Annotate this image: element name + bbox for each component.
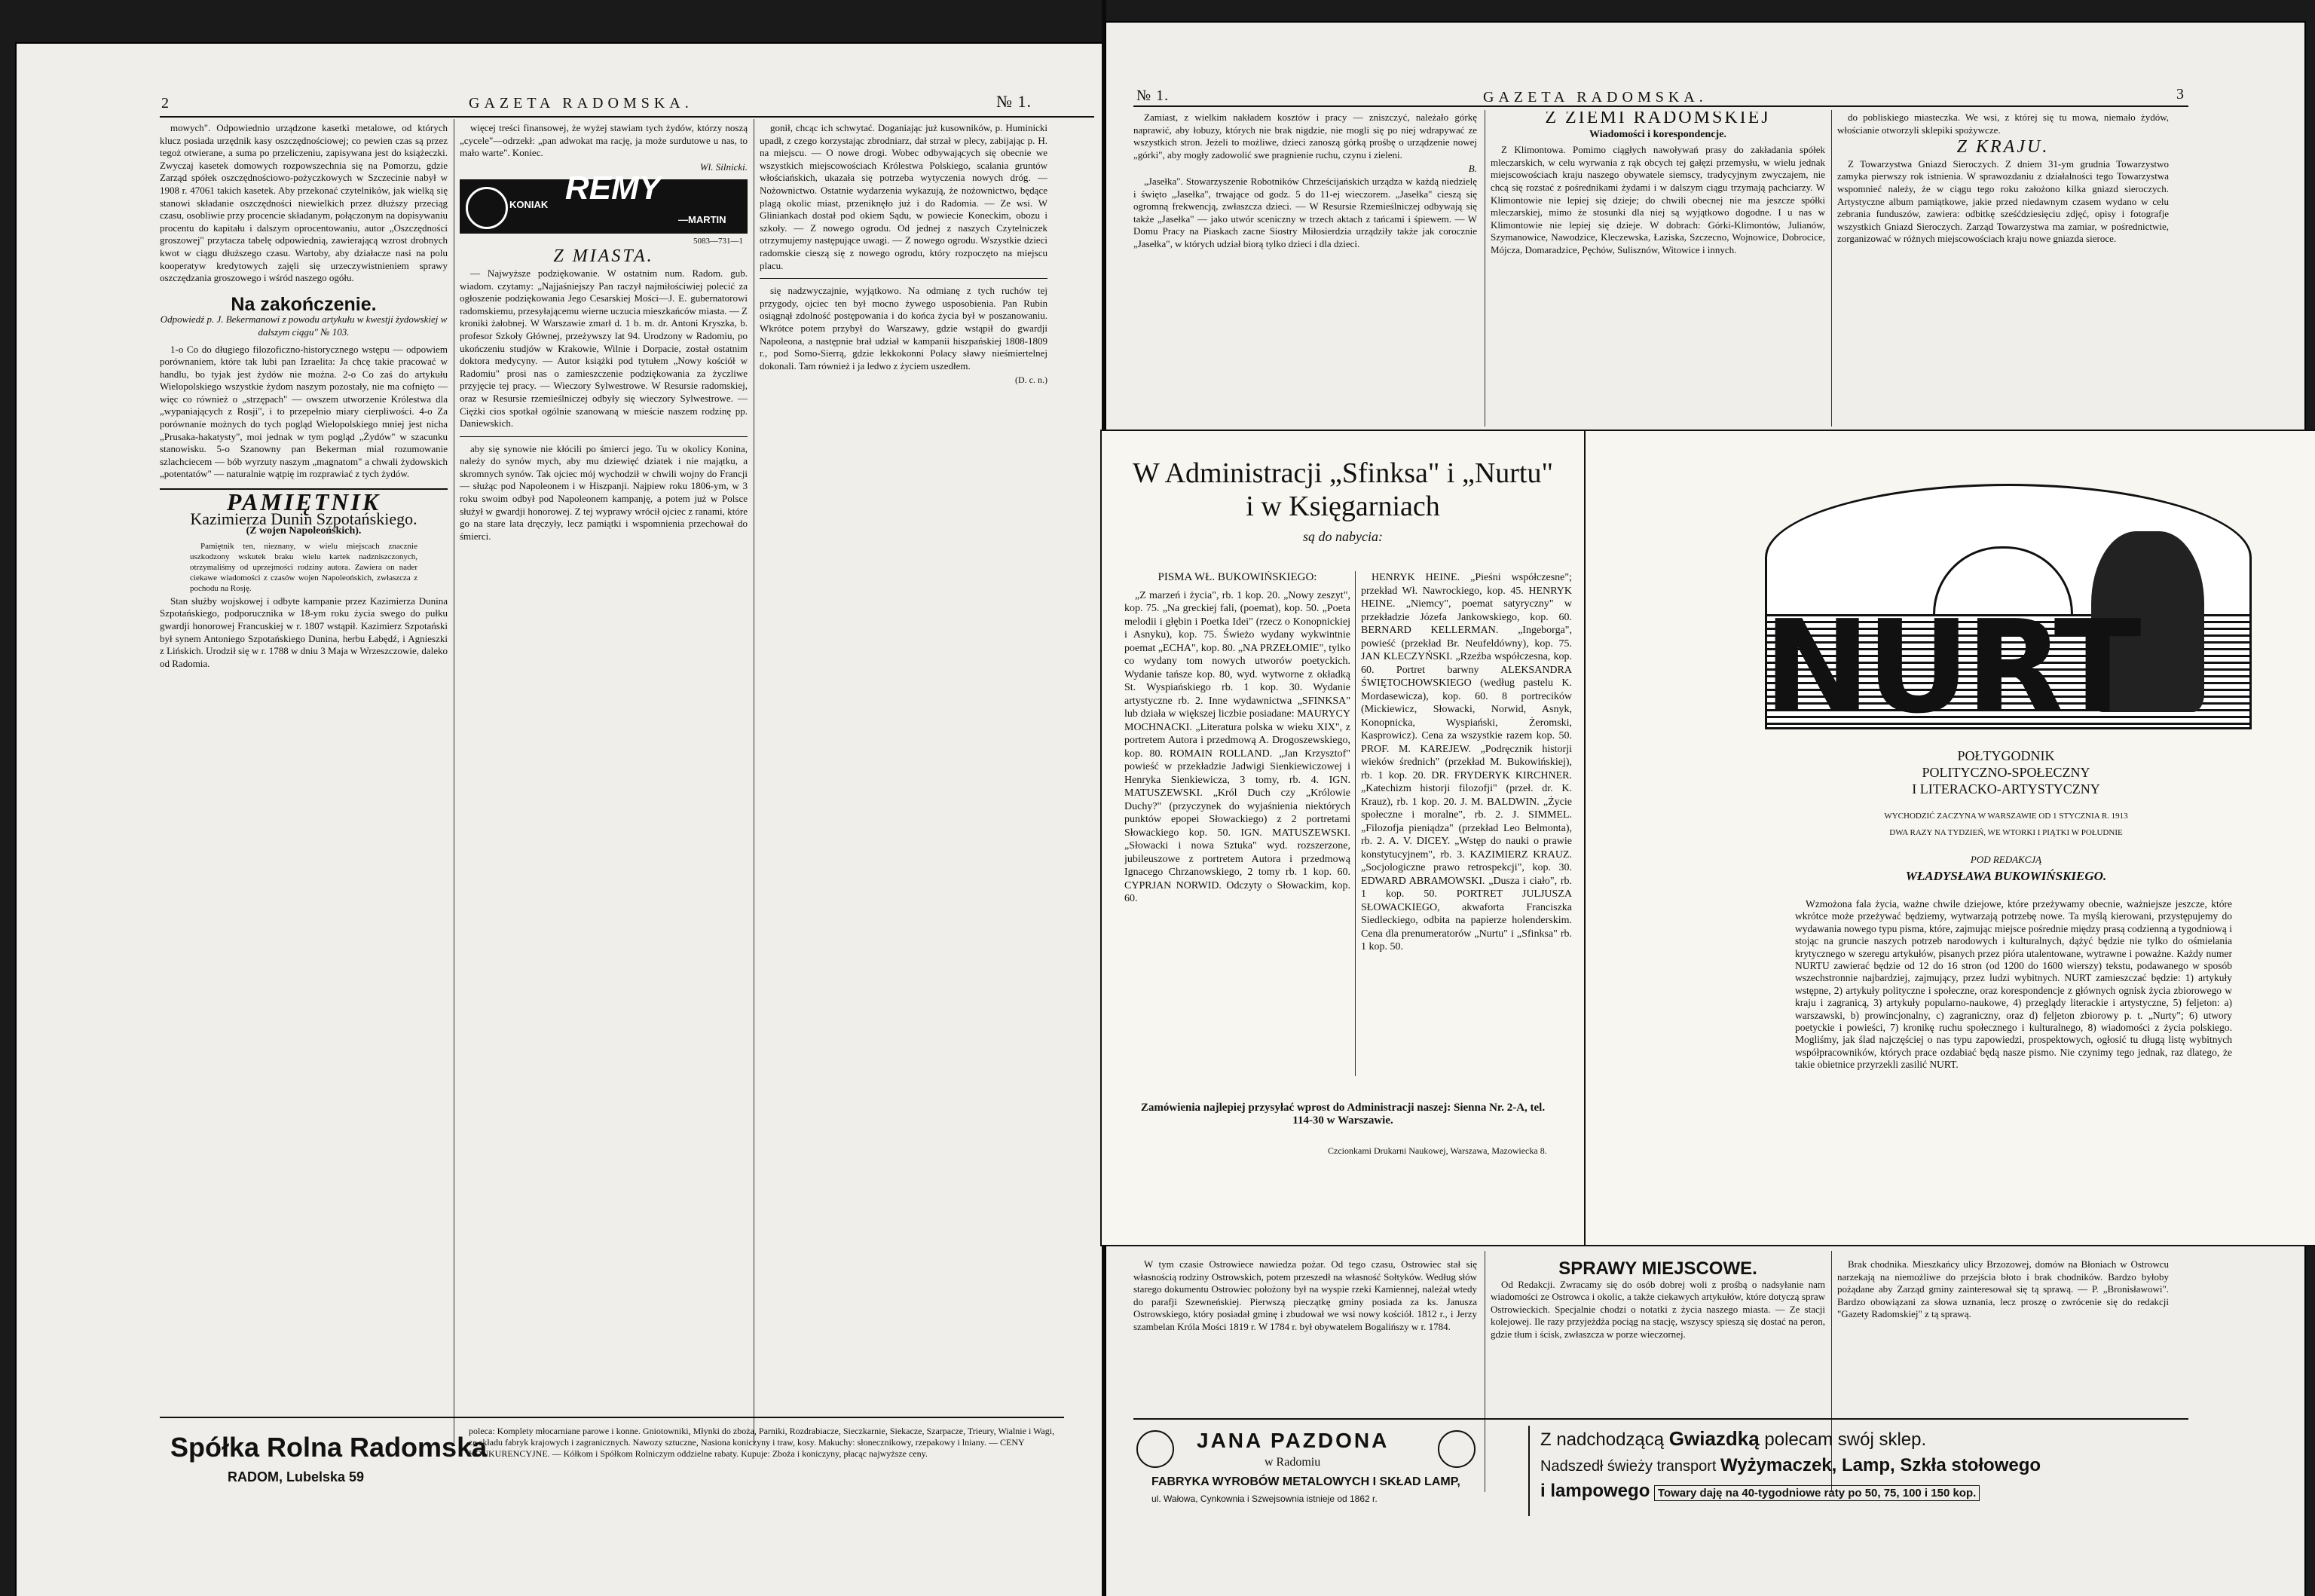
bottom-column-1 bbox=[1133, 1258, 1477, 1417]
z-kraju-title: Z KRAJU. bbox=[1956, 137, 2050, 157]
pamietnik-author: Kazimierza Dunin Szpotańskiego. bbox=[190, 509, 417, 528]
article-text: Z Towarzystwa Gniazd Sieroczych. Z dniem 31-ym grudnia Towarzystwo zamyka pierwszy rok istnienia. W sprawozdaniu z działalności tego Towarzystwa wspomnieć należy, że w ciągu tego roku założono kilka gniazd sieroczych. Artystyczne album pamiątkowe, jakie przed niedawnym czasem wydano w celu zebrania funduszów, zawiera: odbitkę sześćdziesięciu zdjęć, opisy i fotografje wszystkich Gniazd Sieroczych. Zarząd Towarzystwa ma zamiar, w pośrednictwie, zorganizować w różnych miejscowościach kraju nowe gniazda sieroce. bbox=[1837, 157, 2169, 245]
pazdona-line: FABRYKA WYROBÓW METALOWYCH I SKŁAD LAMP, bbox=[1151, 1475, 1460, 1488]
sfinks-nurt-insert bbox=[1100, 430, 2315, 1246]
sfinks-list-left bbox=[1124, 571, 1350, 1084]
article-text: 1-o Co do długiego filozoficzno-historycznego wstępu — odpowiem porównaniem, które tak lubi pan Izraelita: Ja chcę takie pracować w handlu, bo tyjak jest żydów nie można. 2-o Co zaś do artykułu Wielopolskiego wszystkie żydom naszym pozostały, nie ma cofnięto — więc co również o „strzępach" — owszem utworzenie Królestwa dla „wypaniających z Rosji", i to przepełnio miary cierpliwości. 4-o Za porównanie możnych do tych pogląd Wielopolskiego mniej jest nicha „Prusaka-hakatysty", moi jednak w tym pogląd „Żydów" w szacunku stanowisku. 5-o Szanowny pan Bekerman mial rozumowanie szlachciecem — bób wyrzuty naszym „magnatom" a chwali żydowskich „potentatów" — naturalnie wątpię im rozprawiać z tych żydów. bbox=[160, 343, 448, 480]
z-ziemi-title: Z ZIEMI RADOMSKIEJ bbox=[1545, 112, 1771, 127]
gwiazdka-ad bbox=[1528, 1426, 2181, 1516]
right-column-2 bbox=[1491, 112, 1825, 428]
pazdona-address: ul. Wałowa, Cynkownia i Szwejsownia istnieje od 1862 r. bbox=[1151, 1494, 1378, 1504]
printer-note: Czcionkami Drukarni Naukowej, Warszawa, Mazowiecka 8. bbox=[1328, 1145, 1547, 1156]
left-page bbox=[17, 44, 1102, 1596]
sfinks-order: Zamówienia najlepiej przysyłać wprost do Administracji naszej: Sienna Nr. 2-A, tel. 114-30 w Warszawie. bbox=[1140, 1102, 1546, 1127]
z-miasta-title: Z MIASTA. bbox=[553, 246, 654, 267]
signature: B. bbox=[1468, 163, 1477, 175]
remy-martin-ad bbox=[460, 170, 748, 246]
article-text: Wzmożona fala życia, ważne chwile dziejowe, które przeżywamy obecnie, ważniejsze jeszcze, które wkrótce może przeżywać będziemy, wytwarzają potrzebę nowe. Ta myślą kierowani, przystępujemy do wydawania nowego typu pisma, które, zajmując miejsce pośrednie między prasą codzienną a tygodniową i stojąc na gruncie naszych potrzeb narodowych i kulturalnych, dążyć będzie nie tylko do ośmielania krytycznego w szeregu artykułów, pisanych przez pióra utalentowane, wytrawne i poważne. Każdy numer NURTU zawierać będzie od 12 do 16 stron (od 1200 do 1600 wierszy) tekstu, podawanego w sposób wszechstronnie najbardziej, zajmujący, przez ludzi wybitnych. NURT zamieszczać będzie: 1) artykuły wstępne, 2) artykuły polityczne i społeczne, oraz korespondencje z głównych ognisk życia zbiorowego w kraju i zagranicą, 3) artykuły popularno-naukowe, 4) przeglądy literackie i artystyczne, 5) feljeton: a) warszawski, b) prowincjonalny, c) zagraniczny, oraz d) feljeton zbiorowy p. t. „Nurty"; 6) utwory poetyckie i powieści, 7) kronikę ruchu społecznego i kulturalnego, 8) wiadomości z życia polskiego. Mogliśmy, jak ślad najczęściej o nas typu zapowiedzi, prospektowych, ogłosić tu długą listę wybitnych współpracowników, których prace ozdabiać będą nasze pismo. Nie czynimy tego jednak, raz dlatego, że takie obietnice przyrzekli zasilić NURT. bbox=[1795, 898, 2232, 1071]
gwiazdka-word: Gwiazdką bbox=[1668, 1427, 1760, 1450]
article-text: do pobliskiego miasteczka. We wsi, z której się tu mowa, niemało żydów, włościanie otworzyli sklepiki spożywcze. bbox=[1837, 112, 2169, 136]
header-rule bbox=[160, 116, 1094, 118]
pamietnik-title: PAMIĘTNIK bbox=[226, 488, 381, 516]
centaur-logo-icon bbox=[466, 187, 508, 229]
gwiazdka-items: i lampowego bbox=[1540, 1481, 1650, 1501]
remy-name: REMY bbox=[565, 170, 662, 207]
sfinks-heading-1: W Administracji „Sfinksa" i „Nurtu" bbox=[1132, 457, 1553, 489]
bottom-column-2 bbox=[1491, 1258, 1825, 1417]
spolka-offer: poleca: Komplety młocarniane parowe i konne. Gniotowniki, Młynki do zboża, Parniki, Rozdrabiacze, Sieczkarnie, Siekacze, Szarpacze, Trieury, Wialnie i Wagi, ze składu fabryk krajowych i zagranicznych. Nawozy sztuczne, Nasiona koniczyny i traw, kosy. Makuchy: słonecznikowy, rzepakowy i lniany. — CENY KONKURENCYJNE. — Kółkom i Spółkom Rolniczym oddzielne rabaty. Kupuje: Zboża i koniczyny, płacąc najwyższe ceny. bbox=[469, 1426, 1055, 1459]
issue-number-left: № 1. bbox=[996, 92, 1032, 111]
article-text: więcej treści finansowej, że wyżej stawiam tych żydów, którzy noszą „cycele"—odrzekł: „pan adwokat ma rację, ja może surdutowe u nas, to mało warte". Koniec. bbox=[460, 122, 748, 159]
masthead-left: GAZETA RADOMSKA. bbox=[469, 95, 693, 112]
article-text: się nadzwyczajnie, wyjątkowo. Na odmianę z tych ruchów tej przygody, ojciec ten był mocno żywego usposobienia. Pan Rubin osiągnął zdolność postępowania i do końca życia był w poszanowaniu. Wkrótce potem przybył do Warszawy, gdzie wstąpił do gwardji Napoleona, a następnie brał udział w kampanii hiszpańskiej 1808-1809 r., pod Somo-Sierrą, gdzie lekkokonni Polacy sławy nieśmiertelnej dokonali. Tam również i ja ledwo z życiem uszedłem. bbox=[760, 285, 1047, 371]
medal-icon bbox=[1438, 1430, 1476, 1468]
z-ziemi-subtitle: Wiadomości i korespondencje. bbox=[1589, 128, 1726, 140]
na-zakonczenie-subtitle: Odpowiedź p. J. Bekermanowi z powodu artykułu w kwestji żydowskiej w dalszym ciągu" № 103. bbox=[160, 313, 448, 338]
signature: Wl. Silnicki. bbox=[699, 161, 748, 173]
gwiazdka-items: Wyżymaczek, Lamp, Szkła stołowego bbox=[1720, 1455, 2041, 1475]
article-text: Brak chodnika. Mieszkańcy ulicy Brzozowej, domów na Błoniach w Ostrowcu narzekają na niemożliwe do przejścia błoto i brak chodników. Bardzo byłoby pożądane aby Zarząd gminy zainteresował się tą sprawą. — P. „Bronisławowi". Bardzo obowiązani za słowa uznania, lecz proszę o zwrócenie się do redakcji "Gazety Radomskiej" z tą sprawą. bbox=[1837, 1258, 2169, 1320]
nurt-description: POLITYCZNO-SPOŁECZNY bbox=[1922, 765, 2090, 780]
pamietnik-intro: Pamiętnik ten, nieznany, w wielu miejscach znacznie uszkodzony wskutek braku wielu kartek nadzniszczonych, otrzymaliśmy od uprzejmości rodziny autora. Zawiera on nader ciekawe wiadomości z czasów wojen Napoleońskich, zwłaszcza z pochodu na Rosję. bbox=[190, 541, 417, 593]
pazdona-city: w Radomiu bbox=[1265, 1456, 1321, 1469]
spolka-address: RADOM, Lubelska 59 bbox=[228, 1469, 365, 1484]
continued-note: (D. c. n.) bbox=[1015, 375, 1047, 386]
right-column-3 bbox=[1837, 112, 2169, 428]
sfinks-heading-2: i w Księgarniach bbox=[1246, 491, 1440, 522]
article-text: aby się synowie nie kłócili po śmierci jego. Tu w okolicy Konina, należy do synów mych, aby mu dziewięć dziatek i nie majątku, a skromnych synów. Tak ojciec mój wychodził w chwili wojny do Francji — służąc pod Napoleonem i w Hiszpanji. Najpiew roku 1806-ym, w 3 roku swoim odbył pod Napoleonem kampanję, a potem już w Polsce służył w gwardji honorowej. Z tej wyprawy wrócił ojciec z ranami, które go na stare lata dręczyły, lecz pamiątki i wspomnienia przechował do śmierci. bbox=[460, 442, 748, 542]
masthead-right: GAZETA RADOMSKA. bbox=[1483, 89, 1708, 105]
gwiazdka-text: polecam swój sklep. bbox=[1764, 1429, 1927, 1450]
article-text: Zamiast, z wielkim nakładem kosztów i pracy — zniszczyć, należało górkę naprawić, aby łobuzy, których nie brak nigdzie, nie mogli się po niej wdrapywać ze wszystkich stron. Jeżeli to możliwe, dzieci zanoszą górką prośbę o urządzenie nowej „górki", aby mogły zadowolić swe pragnienie ruchu, czynu i zieleni. bbox=[1133, 112, 1477, 161]
gwiazdka-text: Nadszedł świeży transport bbox=[1540, 1458, 1717, 1475]
article-text: gonił, chcąc ich schwytać. Doganiając już kusowników, p. Huminicki upadł, z czego korzystając zbrodniarz, dał strzał w plecy, zabijając p. H. na miejscu. — O nowe drogi. Wobec odbywających się obecnie we wszystkich miejscowościach Królestwa Polskiego, scalania gruntów włościańskich, ukazała się potrzeba wytyczenia nowych dróg. — Nożownictwo. Ostatnie wydarzenia wykazują, że nożownictwo, będące plagą okolic miast, przeniknęło już i do Radomia. — Ze wsi. W Gliniankach dostał pod okiem Sądu, w powiecie Koneckim, obozu i szkoły. — Z nowego ogrodu. Od jednej z naszych Czytelniczek otrzymujemy następujące uwagi. — Z nowego ogrodu. Wszystkie dzieci radomskie cieszą się z nowego ogrodu, który rozpoczęto na miejscu placu. bbox=[760, 122, 1047, 271]
sprawy-title: SPRAWY MIEJSCOWE. bbox=[1558, 1258, 1757, 1279]
left-column-2 bbox=[460, 122, 748, 1448]
remy-tagline: —MARTIN bbox=[678, 214, 726, 226]
nurt-description: POŁTYGODNIK bbox=[1957, 748, 2055, 763]
sfinks-ad bbox=[1102, 431, 1586, 1245]
sfinks-list-right bbox=[1361, 571, 1572, 1084]
medal-icon bbox=[1136, 1430, 1174, 1468]
article-text: mowych". Odpowiednio urządzone kasetki metalowe, od których klucz posiada urzędnik kasy oszczędnościowej; co pewien czas są przez tegoż otwierane, a suma po przeliczeniu, zapisywana jest do książeczki. Zwyczaj kasetek domowych rozpowszechnia się na Pomorzu, gdzie Zarząd spółek oszczędnościowo-pożyczkowych w Szczecinie nabył w 1908 r. 47061 takich kasetek. Aby przekonać czytelników, jak wielką się stanowi składanie oszczędności niewielkich przez dłuższy przeciąg czasu, osobliwie przy procencie składanym, połączonym na dopisywaniu procentu do kapitału i dalszym oprocentowaniu, autor „Oszczędności groszowej" przytacza tabelę odpowiednią, zawierającą wzrost drobnych kwot w ciągu dłuższego czasu. Wartoby, aby działacze nasi na polu kooperatyw kredytowych zajęli się urzeczywistnieniem sprawy oszczędzania groszowego i wśród naszego ogółu. bbox=[160, 122, 448, 284]
article-text: Od Redakcji. Zwracamy się do osób dobrej woli z prośbą o nadsyłanie nam wiadomości ze Ostrowca i okolic, a także ciekawych artykułów, które dotyczą spraw Ostrowieckich. Specjalnie chodzi o notatki z życia naszego miasta. — Ze stacji kolejowej. Ile razy przyjeżdża pociąg na stację, wszyscy spieszą się dostać na peron, gdzie tłum i ścisk, zwłaszcza w porze wieczornej. bbox=[1491, 1278, 1825, 1340]
bottom-column-3 bbox=[1837, 1258, 2169, 1417]
header-rule bbox=[1133, 105, 2188, 107]
article-text: W tym czasie Ostrowiece nawiedza pożar. Od tego czasu, Ostrowiec stał się własnością rodziny Ostrowskich, potem przeszedł na własność Sołtyków. Według słów starego dokumentu Ostrowiec położony był na wyspie rzeki Kamiennej, należał wtedy do parafji Szewneńskiej. Pierwszą pieczątkę gminy posiada za ks. Janusza Ostrowskiego, który posiadał gminę i zbudował we wsi nowy kościół. 1812 r., i Jerzy szambelan Króla Mości 1819 r. W 1784 r. był obywatelem Bogalińszy w r. 1784. bbox=[1133, 1258, 1477, 1332]
nurt-logo: NURT bbox=[1763, 593, 2137, 742]
nurt-editor: WŁADYSŁAWA BUKOWIŃSKIEGO. bbox=[1905, 869, 2107, 883]
article-text: Z Klimontowa. Pomimo ciągłych nawoływań prasy do zakładania spółek mleczarskich, w celu wyrwania z rąk obcych tej gałęzi przemysłu, w wielu jednak miejscowościach kraju naszego obywatele siemscy, tradycyjnym zwyczajem, nie chcą się rozstać z pośrednikami żydami i w dalszym ciągu trzymają pachciarzy. W Klimontowie nie lepiej się dzieje; do chwili obecnej nie ma jeszcze spółki mleczarskiej, mimo że stosunki dla niej są wyjątkowo dogodne. I u nas w Klimontowie nie lepiej się dzieje. W dobrach: Górki-Klimontów, Julianów, Szymanowice, Nawodzice, Kleczewska, Łaziska, Szczecno, Wojnowice, Dobrocice, Mójcza, Domaradzice, Pęchów, Sulisznów, Witowice i innych. bbox=[1491, 144, 1825, 255]
sfinks-heading-3: są do nabycia: bbox=[1303, 529, 1383, 544]
left-column-3 bbox=[760, 122, 1047, 1448]
nurt-editor-label: POD REDAKCJĄ bbox=[1970, 854, 2042, 865]
pamietnik-subtitle: (Z wojen Napoleońskich). bbox=[246, 525, 362, 537]
article-text: Stan służby wojskowej i odbyte kampanie przez Kazimierza Dunina Szpotańskiego, podporucznika w 18-ym roku życia swego do pułku gwardji honorowej Francuskiej w r. 1807 wstąpił. Kazimierz Szpotański był synem Antoniego Szpotańskiego Dunina, herbu Łabędź, i Agnieszki z Lińskich. Urodził się w r. 1788 w dniu 3 Maja w Wrzeszczowie, daleko od Radomia. bbox=[160, 595, 448, 669]
nurt-issue-date: WYCHODZIĆ ZACZYNA W WARSZAWIE OD 1 STYCZNIA R. 1913 bbox=[1884, 812, 2128, 821]
nurt-prospectus bbox=[1795, 898, 2232, 1207]
page-number-left: 2 bbox=[161, 95, 169, 112]
page-number-right: 3 bbox=[2176, 86, 2184, 102]
column-divider bbox=[1355, 571, 1356, 1076]
left-column-1 bbox=[160, 122, 448, 1448]
ad-rule bbox=[1133, 1418, 2188, 1420]
article-text: „Jasełka". Stowarzyszenie Robotników Chrześcijańskich urządza w każdą niedzielę i święto „Jasełka", trwające od godz. 5 do 11-ej wieczorem. „Jasełka" cieszą się ogromną frekwencją, zwłaszcza dzieci. — W Resursie Rzemieślniczej odbywają się także „Jasełka" — jako utwór sceniczny w trzech aktach z tańcami i śpiewem. — W Domu Pracy na Piaskach zacne Siostry Miłosierdzia urządziły także jak corocznie „Jasełka", w których udział biorą tylko dzieci i dla dzieci. bbox=[1133, 175, 1477, 249]
spolka-rolna-ad bbox=[160, 1417, 1064, 1491]
gwiazdka-text: Z nadchodzącą bbox=[1540, 1429, 1665, 1450]
pazdona-ad bbox=[1136, 1426, 1513, 1516]
remy-brand: KONIAK bbox=[509, 199, 549, 211]
issue-number-right: № 1. bbox=[1136, 87, 1170, 104]
gwiazdka-terms: Towary daję na 40-tygodniowe raty po 50, 75, 100 i 150 kop. bbox=[1654, 1485, 1980, 1501]
right-column-1 bbox=[1133, 112, 1477, 428]
nurt-description: I LITERACKO-ARTYSTYCZNY bbox=[1912, 781, 2100, 796]
sfinks-subheading: PISMA WŁ. BUKOWIŃSKIEGO: bbox=[1158, 571, 1317, 583]
ad-code: 5083—731—1 bbox=[693, 237, 743, 246]
article-text: — Najwyższe podziękowanie. W ostatnim num. Radom. gub. wiadom. czytamy: „Najjaśniejszy Pan raczył najmiłościwiej polecić za ogłoszenie podziękowania Jego Cesarskiej Mości—J. E. gubernatorowi radomskiemu, przesyłającemu wierne uczucia mieszkańców miasta. — Z kroniki żałobnej. W Warszawie zmarł d. 1 b. m. dr. Antoni Kryszka, b. profesor Szkoły Głównej, przeżywszy lat 94. Urodzony w Radomiu, po ukończeniu studjów w Krakowie, Wilnie i Dorpacie, został ostatnim doktora medycyny. — Autor książki pod tytułem „Nowy kościół w Radomiu" prosi nas o zamieszczenie podziękowania za życzliwe przyjęcie tej pracy. — Wieczory Sylwestrowe. W Resursie radomskiej, oraz w Resursie rzemieślniczej odbyły się wieczory Sylwestrowe. — Ciężki cios spotkał ogólnie szanowaną w mieście naszem rodzinę pp. Daniewskich. bbox=[460, 267, 748, 430]
nurt-frequency: DWA RAZY NA TYDZIEŃ, WE WTORKI I PIĄTKI W POŁUDNIE bbox=[1889, 828, 2123, 837]
book-list: „Z marzeń i życia", rb. 1 kop. 20. „Nowy zeszyt", kop. 75. „Na greckiej fali, (poemat), kop. 50. „Poeta melodii i głębin i Poetka Idei" (rzecz o Konopnickiej i Asnyku), kop. 75. Świeżo wydany wykwintnie poemat „ECHA", kop. 80. „NA PRZEŁOMIE", tylko co wydany tom nowych utworów poetyckich. Wydanie tańsze kop. 80, wyd. wytworne z okładką St. Wyspiańskiego rb. 1 kop. 30. Wydanie artystyczne rb. 2. Inne wydawnictwa „SFINKSA" lub działa w większej liczbie posiadane: MAURYCY MOCHNACKI. „Literatura polska w wieku XIX", z portretem Autora i przedmową A. Drogoszewskiego, kop. 80. ROMAIN ROLLAND. „Jan Krzysztof" powieść w przekładzie Jadwigi Sienkiewiczowej i Henryka Sienkiewicza, 3 tomy, rb. 4. IGN. MATUSZEWSKI. „Król Duch czy „Królowie Duchy?" (przyczynek do wyjaśnienia niektórych punktów epopei Słowackiego) z 2 portretami Słowackiego kop. 50. IGN. MATUSZEWSKI. „Słowacki i nowa Sztuka" wyd. rozszerzone, jubileuszowe z portretem Autora i przedmową Ignacego Chrzanowskiego, 2 tomy rb. 1 kop. 60. CYPRJAN NORWID. Odczyty o Słowackim, kop. 60. bbox=[1124, 589, 1350, 904]
column-divider bbox=[1831, 110, 1832, 427]
book-list: HENRYK HEINE. „Pieśni współczesne"; przekład Wł. Nawrockiego, kop. 45. HENRYK HEINE. „Niemcy", poemat satyryczny" w przekładzie Józefa Jankowskiego, kop. 60. BERNARD KELLERMAN. „Ingeborga", powieść (przekład Br. Neufeldówny), kop. 75. JAN KLECZYŃSKI. „Rzeźba współczesna, kop. 60. Portret barwny ALEKSANDRA ŚWIĘTOCHOWSKIEGO (według pastelu K. Mordasewicza), kop. 60. 8 portrecików (Mickiewicz, Słowacki, Norwid, Asnyk, Konopnicka, Wyspiański, Żeromski, Kasprowicz). Cena za wszystkie razem kop. 50. PROF. M. KAREJEW. „Podręcznik historji wieków średnich" (przekład M. Bukowińskiej), rb. 1 kop. 20. DR. FRYDERYK KIRCHNER. „Katechizm historji filozofji" (przeł. dr. K. Krauz), rb. 1 kop. 20. J. M. BALDWIN. „Życie społeczne i moralne", rb. 2. J. SIMMEL. „Filozofja pieniądza" (przekład Leo Belmonta), rb. 2. A. V. DICEY. „Wstęp do nauki o prawie konstytucyjnem", rb. 3. KAZIMIERZ KRAUZ. „Socjologiczne prawo retrospekcji", kop. 30. EDWARD ABRAMOWSKI. „Dusza i ciało", rb. 1 kop. 50. PORTRET JULJUSZA SŁOWACKIEGO, akwaforta Franciszka Siedleckiego, odbita na papierze holenderskim. Cena dla prenumeratorów „Nurtu" i „Sfinksa" rb. 1 kop. 50. bbox=[1361, 572, 1572, 952]
spolka-name: Spółka Rolna Radomska bbox=[170, 1432, 488, 1463]
na-zakonczenie-title: Na zakończenie. bbox=[231, 293, 377, 315]
section-rule bbox=[460, 436, 748, 437]
pazdona-name: JANA PAZDONA bbox=[1197, 1429, 1390, 1452]
section-rule bbox=[760, 278, 1047, 279]
